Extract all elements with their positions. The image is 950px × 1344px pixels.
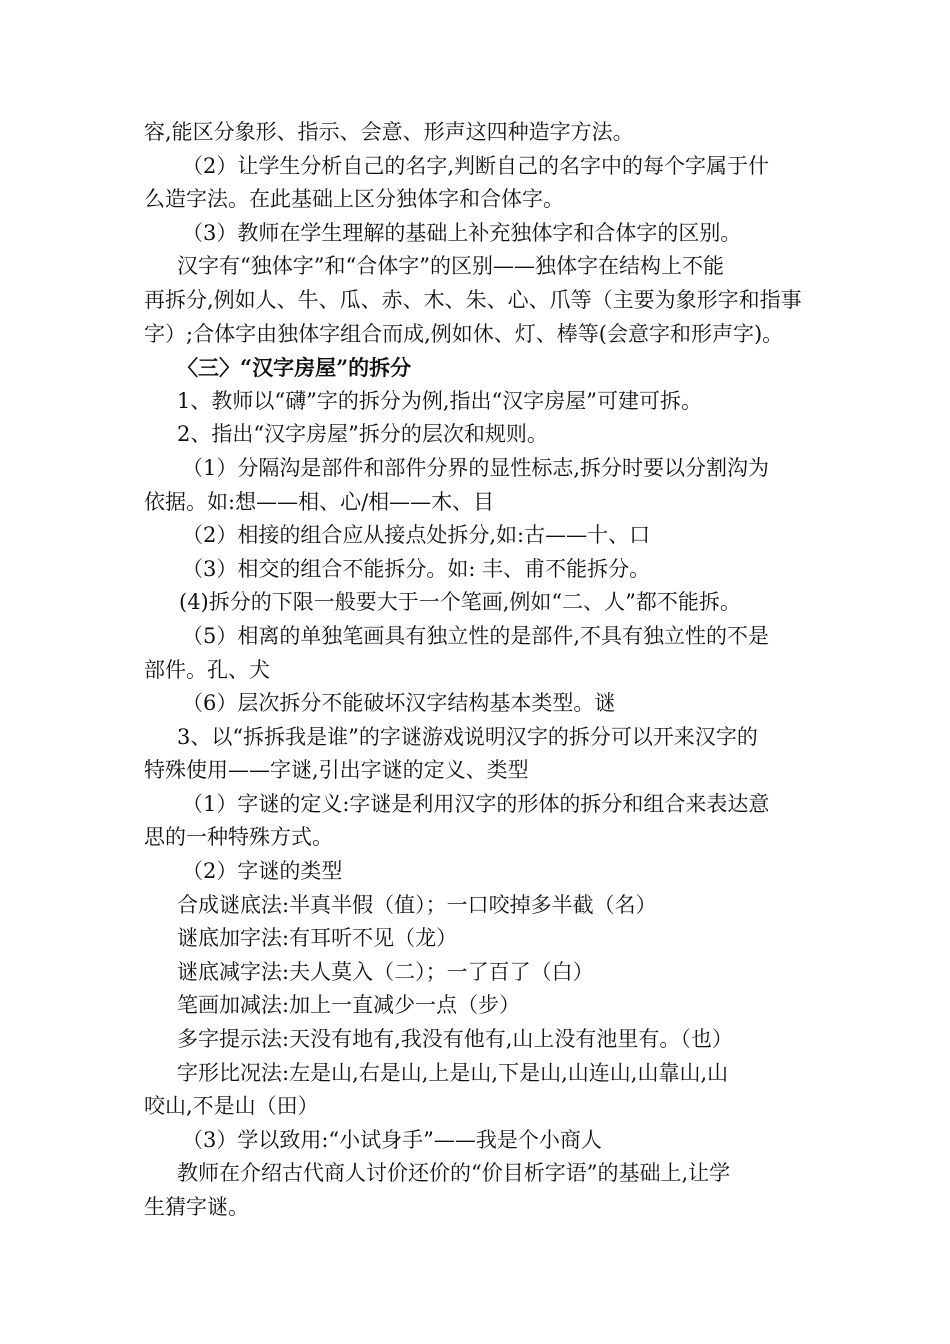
text-line: （5）相离的单独笔画具有独立性的是部件,不具有独立性的不是: [182, 623, 770, 648]
text-line: 生猜字谜。: [144, 1195, 249, 1219]
text-line: （1）字谜的定义:字谜是利用汉字的形体的拆分和组合来表达意: [182, 791, 770, 816]
text-line: 汉字有“独体字”和“合体字”的区别——独体字在结构上不能: [177, 254, 724, 279]
text-line: （3）学以致用:“小试身手”——我是个小商人: [182, 1127, 602, 1152]
text-line: 合成谜底法:半真半假（值）；一口咬掉多半截（名）: [177, 892, 657, 917]
text-line: （1）分隔沟是部件和部件分界的显性标志,拆分时要以分割沟为: [182, 455, 770, 480]
section-heading: 〈三〉“汉字房屋”的拆分: [177, 355, 412, 381]
text-line: 多字提示法:天没有地有,我没有他有,山上没有池里有。（也）: [177, 1027, 733, 1052]
text-line: （3）教师在学生理解的基础上补充独体字和合体字的区别。: [182, 220, 742, 245]
text-line: 2、指出“汉字房屋”拆分的层次和规则。: [177, 422, 548, 447]
text-line: 笔画加减法:加上一直减少一点（步）: [177, 993, 521, 1018]
text-line: （2）让学生分析自己的名字,判断自己的名字中的每个字属于什: [182, 153, 770, 178]
text-line: 么造字法。在此基础上区分独体字和合体字。: [144, 187, 564, 212]
document-body: [144, 116, 810, 1225]
text-line: （3）相交的组合不能拆分。如: 丰、甫不能拆分。: [182, 556, 651, 581]
text-line: 思的一种特殊方式。: [144, 825, 333, 850]
text-line: 部件。孔、犬: [144, 657, 270, 682]
text-line: 3、以“拆拆我是谁”的字谜游戏说明汉字的拆分可以开来汉字的: [177, 724, 758, 749]
text-line: 依据。如:想——相、心/相——木、目: [144, 489, 495, 514]
text-line: 谜底加字法:有耳听不见（龙）: [177, 926, 458, 951]
text-line: （2）字谜的类型: [182, 859, 343, 884]
text-line: 字）;合体字由独体字组合而成,例如休、灯、棒等(会意字和形声字)。: [144, 321, 784, 346]
text-line: 特殊使用——字谜,引出字谜的定义、类型: [144, 758, 529, 783]
text-line: （2）相接的组合应从接点处拆分,如:古——十、口: [182, 523, 651, 548]
text-line: 1、教师以“礴”字的拆分为例,指出“汉字房屋”可建可拆。: [177, 388, 702, 413]
text-line: 再拆分,例如人、牛、瓜、赤、木、朱、心、爪等（主要为象形字和指事: [144, 287, 802, 312]
text-line: (4)拆分的下限一般要大于一个笔画,例如“二、人”都不能拆。: [179, 590, 741, 615]
text-line: 谜底减字法:夫人莫入（二）；一了百了（白）: [177, 959, 594, 984]
text-line: （6）层次拆分不能破坏汉字结构基本类型。谜: [182, 691, 616, 716]
text-line: 咬山,不是山（田）: [144, 1094, 319, 1119]
text-line: 教师在介绍古代商人讨价还价的“价目析字语”的基础上,让学: [177, 1161, 731, 1186]
text-line: 字形比况法:左是山,右是山,上是山,下是山,山连山,山靠山,山: [177, 1060, 729, 1085]
text-line: 容,能区分象形、指示、会意、形声这四种造字方法。: [144, 120, 634, 144]
